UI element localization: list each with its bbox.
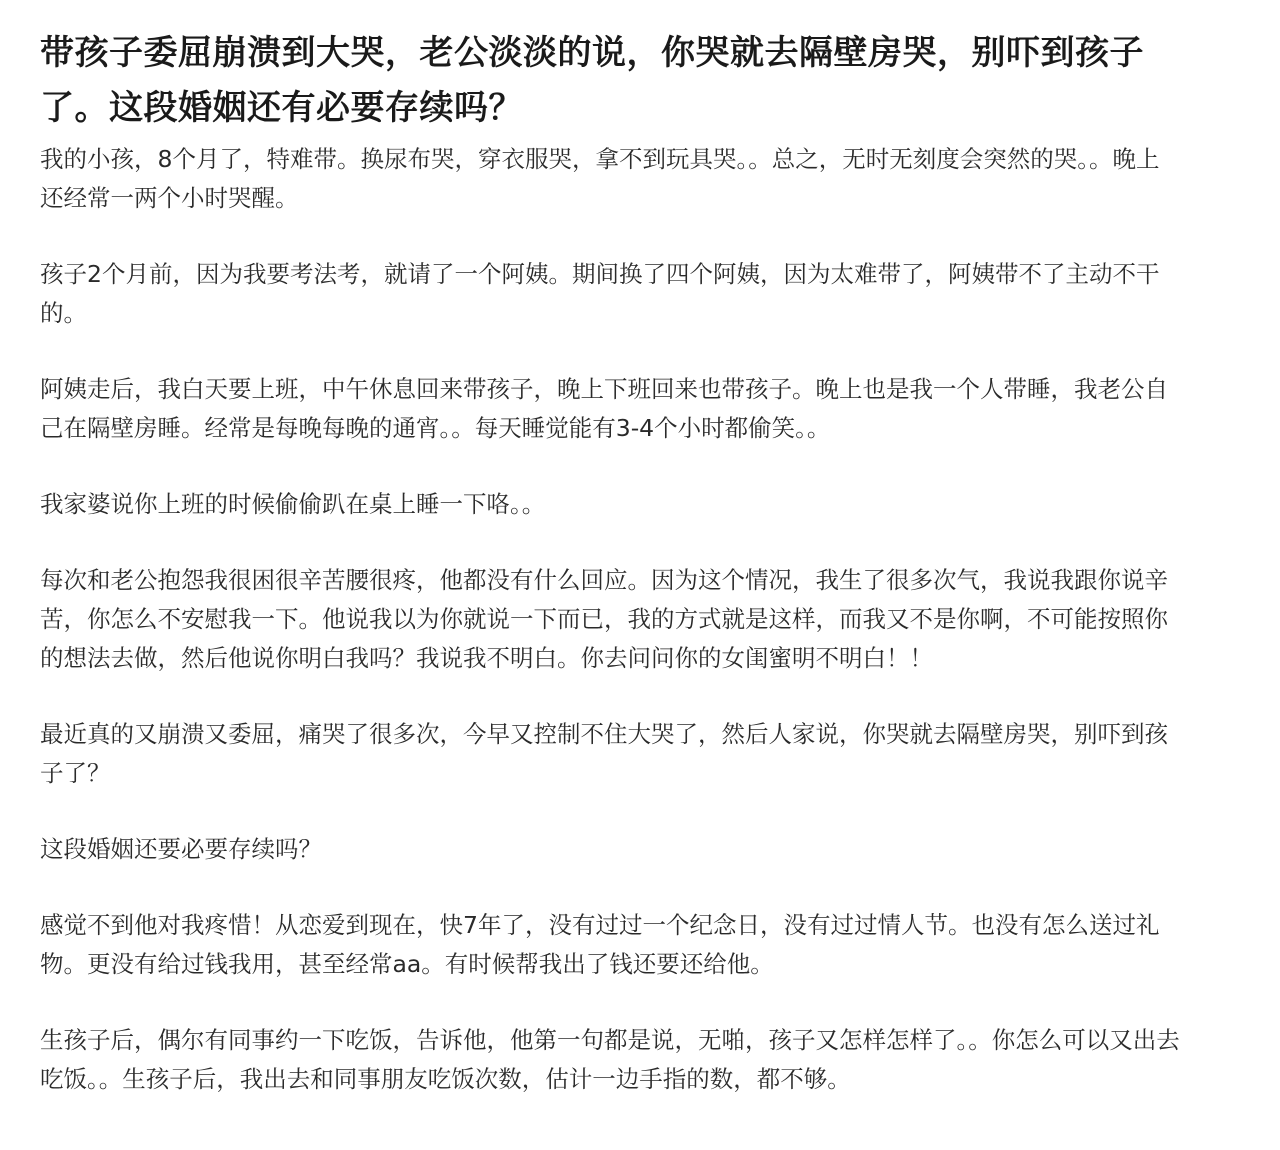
paragraph-7: 这段婚姻还要必要存续吗？ <box>40 835 322 863</box>
paragraph-3: 阿姨走后，我白天要上班，中午休息回来带孩子，晚上下班回来也带孩子。晚上也是我一个人带睡，我老公自己在隔壁房睡。经常是每晚每晚的通宵。。每天睡觉能有3-4个小时都偷笑。。 <box>40 375 1168 442</box>
paragraph-6: 最近真的又崩溃又委屈，痛哭了很多次，今早又控制不住大哭了，然后人家说，你哭就去隔壁房哭，别吓到孩子了？ <box>40 720 1168 787</box>
paragraph-2: 孩子2个月前，因为我要考法考，就请了一个阿姨。期间换了四个阿姨，因为太难带了，阿姨带不了主动不干的。 <box>40 260 1160 327</box>
paragraph-5: 每次和老公抱怨我很困很辛苦腰很疼，他都没有什么回应。因为这个情况，我生了很多次气，我说我跟你说辛苦，你怎么不安慰我一下。他说我以为你就说一下而已，我的方式就是这样，而我又不是你啊，不可能按照你的想法去做，然后他说你明白我吗？我说我不明白。你去问问你的女闺蜜明不明白！！ <box>40 566 1168 672</box>
post-body <box>40 140 1180 1099</box>
post-article <box>40 26 1180 1099</box>
paragraph-8: 感觉不到他对我疼惜！从恋爱到现在，快7年了，没有过过一个纪念日，没有过过情人节。也没有怎么送过礼物。更没有给过钱我用，甚至经常aa。有时候帮我出了钱还要还给他。 <box>40 911 1160 978</box>
paragraph-4: 我家婆说你上班的时候偷偷趴在桌上睡一下咯。。 <box>40 490 546 518</box>
paragraph-9: 生孩子后，偶尔有同事约一下吃饭，告诉他，他第一句都是说，无啪，孩子又怎样怎样了。。你怎么可以又出去吃饭。。生孩子后，我出去和同事朋友吃饭次数，估计一边手指的数，都不够。 <box>40 1026 1180 1093</box>
post-title: 带孩子委屈崩溃到大哭，老公淡淡的说，你哭就去隔壁房哭，别吓到孩子了。这段婚姻还有必要存续吗？ <box>40 33 1144 128</box>
paragraph-1: 我的小孩，8个月了，特难带。换尿布哭，穿衣服哭，拿不到玩具哭。。总之，无时无刻度会突然的哭。。晚上还经常一两个小时哭醒。 <box>40 145 1160 212</box>
